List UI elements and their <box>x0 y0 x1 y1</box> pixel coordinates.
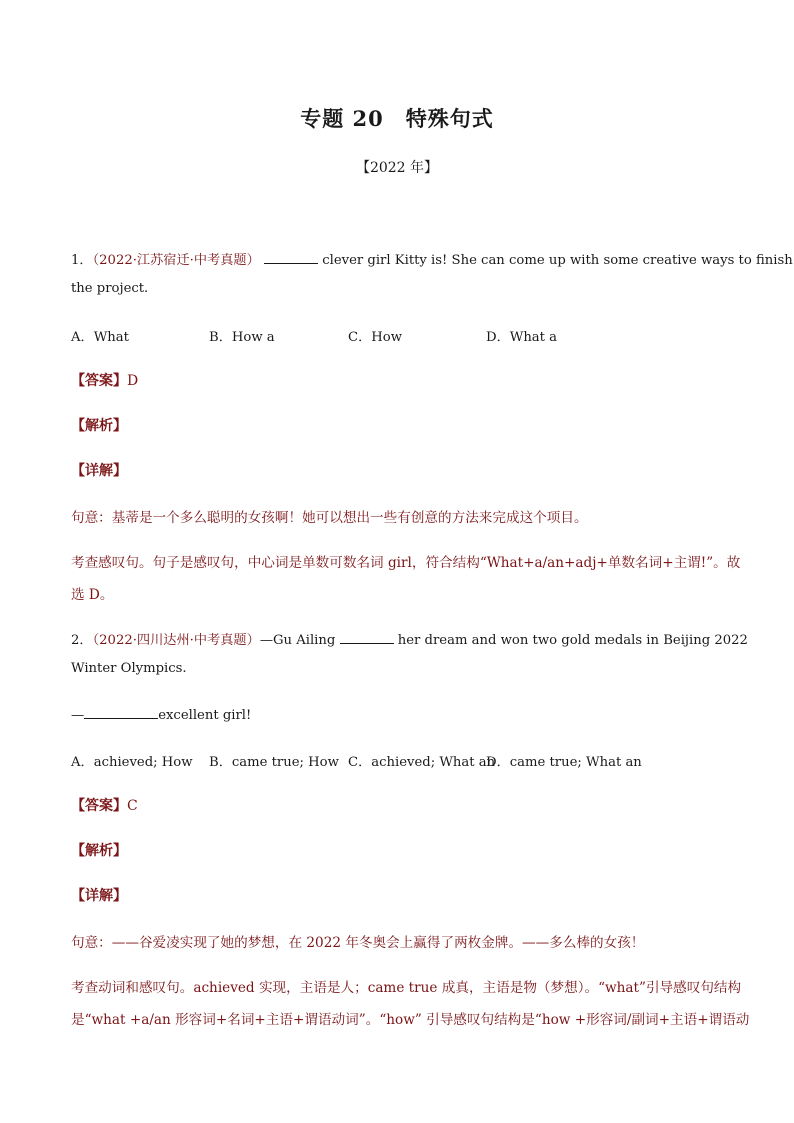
answer-tag: 【答案】 <box>71 373 127 389</box>
question-1-line-1 <box>71 249 793 268</box>
answer-value: D <box>127 373 139 389</box>
answer-blank <box>340 631 394 644</box>
question-2-line-2: Winter Olympics. <box>71 661 187 676</box>
option-c: C．How <box>348 330 403 345</box>
question-text: —Gu Ailing <box>259 633 336 648</box>
question-number: 1． <box>71 253 93 268</box>
question-text: clever girl Kitty is! She can come up with some creative ways to finish <box>322 253 793 268</box>
answer-line <box>71 795 138 815</box>
sentence-meaning: 句意：基蒂是一个多么聪明的女孩啊！她可以想出一些有创意的方法来完成这个项目。 <box>71 510 588 526</box>
question-source: （2022·江苏宿迁·中考真题） <box>92 253 260 268</box>
dash: — <box>71 708 85 723</box>
sentence-meaning: 句意：——谷爱凌实现了她的梦想，在 2022 年冬奥会上赢得了两枚金牌。——多么棒的女孩！ <box>71 935 645 951</box>
option-b: B．How a <box>209 330 275 345</box>
question-2-line-3 <box>71 706 251 723</box>
analysis-tag: 【解析】 <box>71 843 127 859</box>
detail-tag: 【详解】 <box>71 463 127 479</box>
explanation-line-1: 考查感叹句。句子是感叹句，中心词是单数可数名词 girl，符合结构“What+a/an+adj+单数名词+主谓!”。故 <box>71 555 741 571</box>
answer-value: C <box>127 798 138 814</box>
answer-blank <box>264 251 318 264</box>
question-text: excellent girl! <box>158 708 252 723</box>
explanation-line-1: 考查动词和感叹句。achieved 实现，主语是人；came true 成真，主语是物（梦想）。“what”引导感叹句结构 <box>71 980 742 996</box>
question-number: 2． <box>71 633 93 648</box>
option-a: A．What <box>71 330 129 345</box>
year-heading: 【2022 年】 <box>355 160 439 176</box>
option-d: D．came true; What an <box>486 755 642 770</box>
analysis-tag: 【解析】 <box>71 418 127 434</box>
answer-tag: 【答案】 <box>71 798 127 814</box>
question-text: her dream and won two gold medals in Beijing 2022 <box>397 633 748 648</box>
option-c: C．achieved; What an <box>348 755 496 770</box>
explanation-line-2: 选 D。 <box>71 587 114 603</box>
answer-line <box>71 370 138 390</box>
option-a: A．achieved; How <box>71 755 193 770</box>
option-d: D．What a <box>486 330 558 345</box>
option-b: B．came true; How <box>209 755 339 770</box>
answer-blank <box>84 706 158 719</box>
page-title: 专题 20 特殊句式 <box>300 106 494 131</box>
question-2-line-1 <box>71 629 748 648</box>
question-1-line-2: the project. <box>71 281 149 296</box>
explanation-line-2: 是“what +a/an 形容词+名词+主语+谓语动词”。“how” 引导感叹句结构是“how +形容词/副词+主语+谓语动 <box>71 1012 750 1028</box>
question-source: （2022·四川达州·中考真题） <box>92 633 260 648</box>
detail-tag: 【详解】 <box>71 888 127 904</box>
